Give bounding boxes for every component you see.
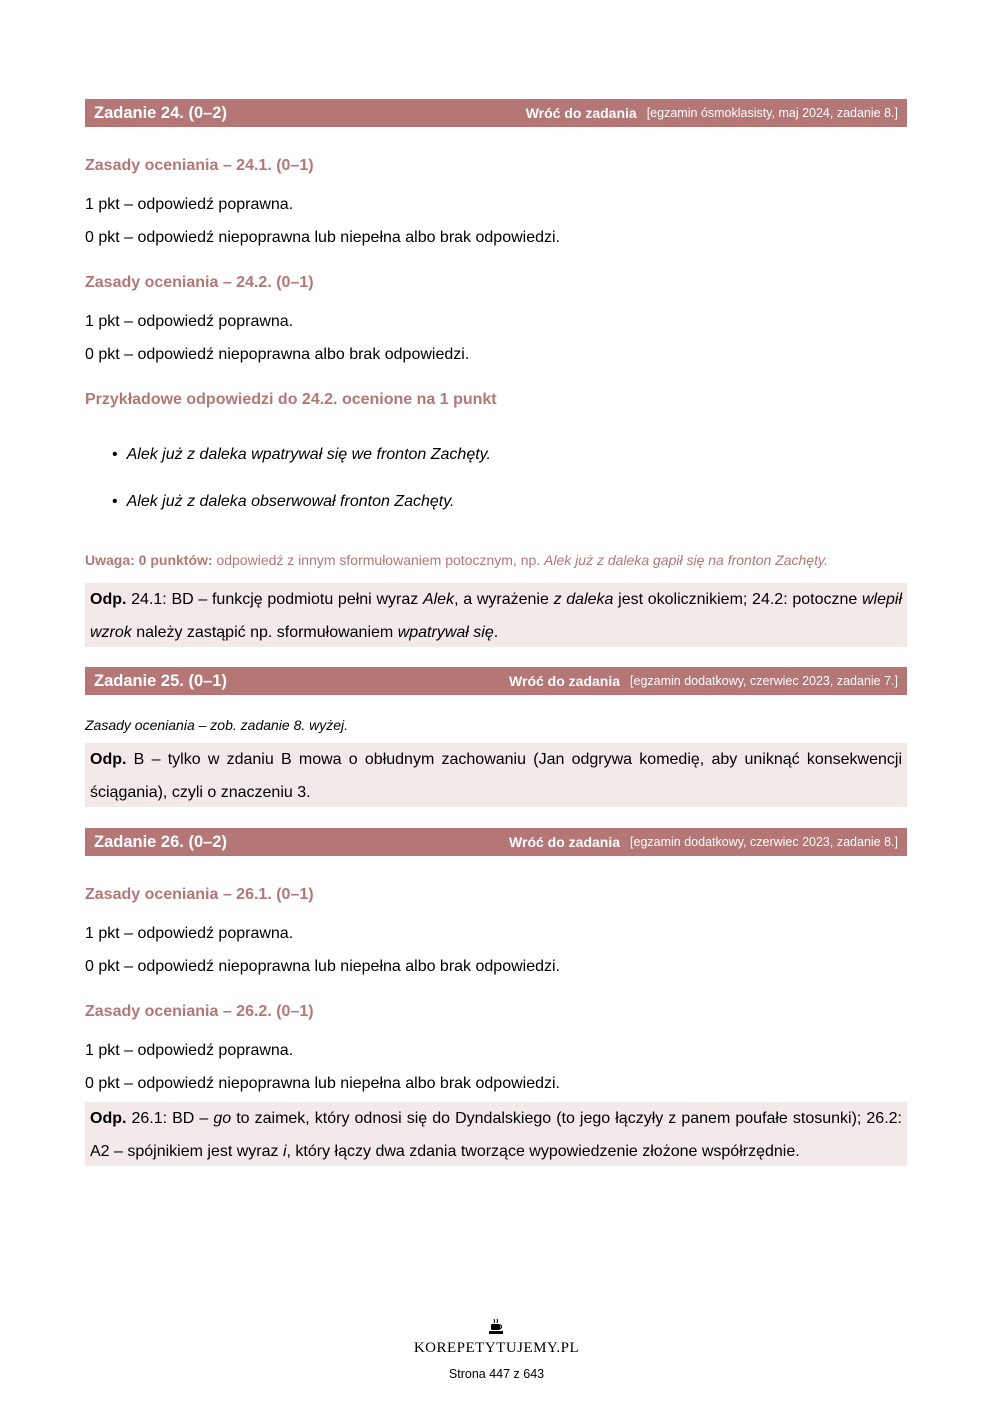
- answer-italic: go: [213, 1110, 232, 1127]
- answer-text: .: [493, 624, 499, 641]
- footer-logo: KOREPETYTUJEMY.PL: [413, 1340, 580, 1356]
- task-24-example-2: [112, 493, 454, 511]
- task-26-rules-2-heading: Zasady oceniania – 26.2. (0–1): [85, 1003, 314, 1020]
- bullet-dot: •: [112, 493, 118, 510]
- task-26-title: Zadanie 26. (0–2): [94, 832, 227, 851]
- task-24-example-1: [112, 446, 491, 464]
- note-example: Alek już z daleka gapił się na fronton Zachęty.: [544, 552, 828, 568]
- task-24-source: [egzamin ósmoklasisty, maj 2024, zadanie 8.]: [646, 106, 898, 120]
- bullet-dot: •: [112, 446, 118, 463]
- task-25-rules-ref: Zasady oceniania – zob. zadanie 8. wyżej.: [85, 717, 349, 733]
- task-24-rules-1-line-1: 1 pkt – odpowiedź poprawna.: [85, 196, 294, 213]
- note-text: odpowiedź z innym sformułowaniem potocznym, np.: [212, 552, 545, 568]
- task-26-source: [egzamin dodatkowy, czerwiec 2023, zadanie 8.]: [630, 835, 898, 849]
- task-26-header-right: [509, 834, 898, 850]
- task-26-rules-1-line-2: 0 pkt – odpowiedź niepoprawna lub niepełna albo brak odpowiedzi.: [85, 958, 560, 975]
- task-26-header: [85, 828, 907, 856]
- task-24-rules-1-heading: Zasady oceniania – 24.1. (0–1): [85, 157, 314, 174]
- page-number: Strona 447 z 643: [448, 1367, 545, 1381]
- task-25-header-right: [509, 673, 898, 689]
- task-26-rules-1-line-1: 1 pkt – odpowiedź poprawna.: [85, 925, 294, 942]
- task-24-rules-2-line-2: 0 pkt – odpowiedź niepoprawna albo brak odpowiedzi.: [85, 346, 470, 363]
- answer-label: Odp.: [90, 591, 127, 608]
- example-text: Alek już z daleka wpatrywał się we fronton Zachęty.: [126, 446, 491, 463]
- example-text: Alek już z daleka obserwował fronton Zachęty.: [126, 493, 455, 510]
- task-24-back-link[interactable]: Wróć do zadania: [525, 105, 637, 121]
- task-25-header: [85, 667, 907, 695]
- task-25-source: [egzamin dodatkowy, czerwiec 2023, zadanie 7.]: [630, 674, 898, 688]
- task-26-rules-2-line-1: 1 pkt – odpowiedź poprawna.: [85, 1042, 294, 1059]
- answer-text: B – tylko w zdaniu B mowa o obłudnym zachowaniu (Jan odgrywa komedię, aby uniknąć konsekwencji ściągania), czyli o znaczeniu 3.: [90, 751, 902, 801]
- answer-text: 26.1: BD –: [126, 1110, 214, 1127]
- answer-italic: wpatrywał się: [397, 624, 494, 641]
- answer-text: 24.1: BD – funkcję podmiotu pełni wyraz: [126, 591, 423, 608]
- task-26-rules-1-heading: Zasady oceniania – 26.1. (0–1): [85, 886, 314, 903]
- task-24-rules-2-heading: Zasady oceniania – 24.2. (0–1): [85, 274, 314, 291]
- task-24-answer: [85, 583, 907, 647]
- task-25-answer: [85, 743, 907, 807]
- answer-text: jest okolicznikiem; 24.2: potoczne: [613, 591, 862, 608]
- answer-text: , który łączy dwa zdania tworzące wypowiedzenie złożone współrzędnie.: [286, 1143, 800, 1160]
- answer-text: należy zastąpić np. sformułowaniem: [131, 624, 398, 641]
- answer-text: , a wyrażenie: [454, 591, 554, 608]
- task-25-title: Zadanie 25. (0–1): [94, 671, 227, 690]
- answer-text: to zaimek, który odnosi się do Dyndalskiego (to jego łączyły z panem poufałe stosunki); 26.2: A2 – spójnikiem jest wyraz: [90, 1110, 902, 1160]
- task-24-header-right: [526, 105, 898, 121]
- task-24-rules-2-line-1: 1 pkt – odpowiedź poprawna.: [85, 313, 294, 330]
- coffee-cup-icon: [487, 1318, 505, 1336]
- answer-italic: wlepił wzrok: [90, 591, 903, 641]
- task-24-header: [85, 99, 907, 127]
- task-26-answer: [85, 1102, 907, 1166]
- answer-italic: i: [282, 1143, 287, 1160]
- task-24-rules-1-line-2: 0 pkt – odpowiedź niepoprawna lub niepełna albo brak odpowiedzi.: [85, 229, 560, 246]
- answer-italic: z daleka: [553, 591, 614, 608]
- task-25-back-link[interactable]: Wróć do zadania: [509, 673, 621, 689]
- answer-label: Odp.: [90, 1110, 127, 1127]
- answer-label: Odp.: [90, 751, 127, 768]
- task-24-note: [85, 552, 828, 568]
- task-26-rules-2-line-2: 0 pkt – odpowiedź niepoprawna lub niepełna albo brak odpowiedzi.: [85, 1075, 560, 1092]
- task-24-examples-heading: Przykładowe odpowiedzi do 24.2. ocenione na 1 punkt: [85, 391, 497, 408]
- note-label: Uwaga: 0 punktów:: [85, 552, 213, 568]
- task-24-title: Zadanie 24. (0–2): [94, 103, 227, 122]
- answer-italic: Alek: [422, 591, 455, 608]
- task-26-back-link[interactable]: Wróć do zadania: [509, 834, 621, 850]
